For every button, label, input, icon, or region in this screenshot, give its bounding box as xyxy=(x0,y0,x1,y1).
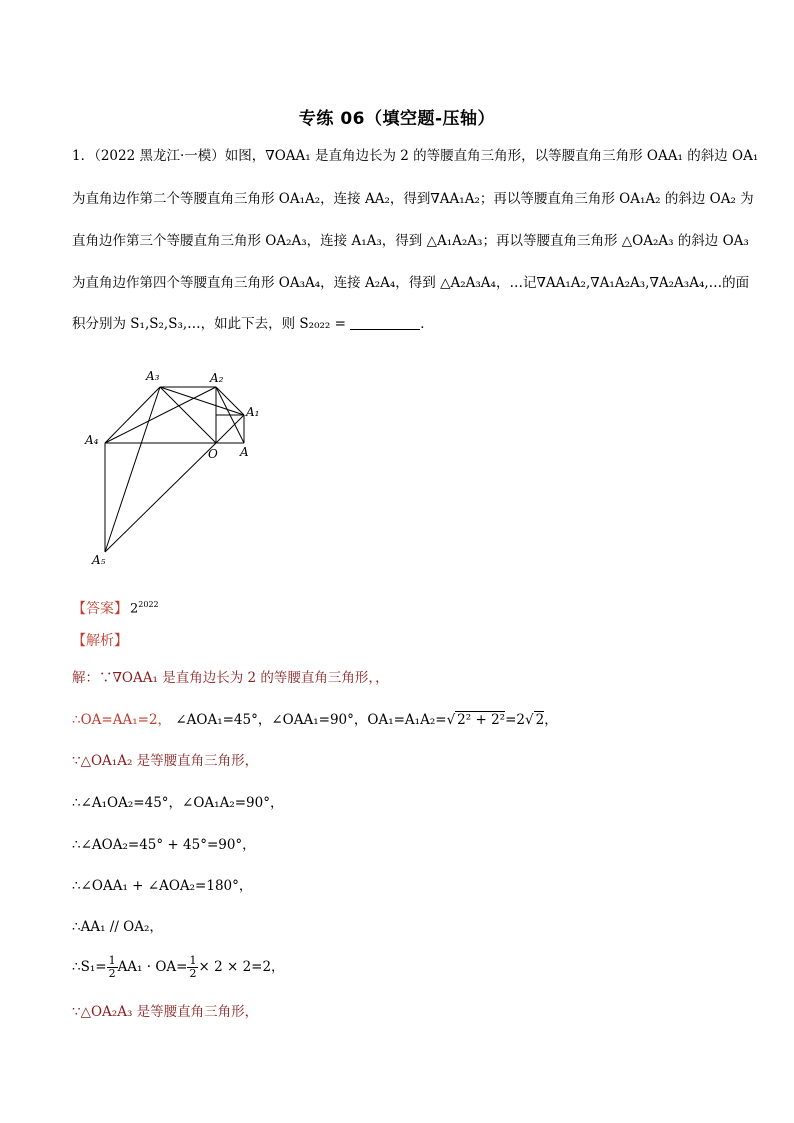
fraction-den-2: 2 xyxy=(189,967,197,980)
sqrt-symbol: √ xyxy=(446,712,456,728)
fraction-half-2 xyxy=(187,955,198,980)
problem-line-5 xyxy=(72,314,434,334)
answer-label: 【答案】 xyxy=(72,601,128,617)
label-a2: A₂ xyxy=(210,371,224,385)
label-a3: A₃ xyxy=(146,369,160,383)
analysis-step-2c: 2² + 2² xyxy=(457,712,506,728)
segment-o-a3 xyxy=(160,387,216,443)
segment-a2-a4 xyxy=(105,387,216,443)
answer-value xyxy=(130,600,159,616)
problem-line-3: 直角边作第三个等腰直角三角形 OA₂A₃，连接 A₁A₃，得到 △A₁A₂A₃；再以等腰直角三角形 △OA₂A₃ 的斜边 OA₃ xyxy=(72,233,749,249)
analysis-step-8 xyxy=(72,955,285,980)
answer-blank xyxy=(350,315,420,330)
label-o: O xyxy=(208,447,218,461)
problem-line-4: 为直角边作第四个等腰直角三角形 OA₃A₄，连接 A₂A₄，得到 △A₂A₃A₄，…记∇AA₁A₂,∇A₁A₂A₃,∇A₂A₃A₄,…的面 xyxy=(72,275,750,291)
analysis-step-9: ∵△OA₂A₃ 是等腰直角三角形， xyxy=(72,1004,259,1020)
problem-line-1: 1．（2022 黑龙江·一模）如图，∇OAA₁ 是直角边长为 2 的等腰直角三角形，以等腰直角三角形 OAA₁ 的斜边 OA₁ xyxy=(72,148,759,164)
analysis-step-2 xyxy=(72,710,558,730)
analysis-step-2b: ∠AOA₁=45°，∠OAA₁=90°，OA₁=A₁A₂= xyxy=(175,712,447,728)
analysis-step-8a: ∴S₁= xyxy=(72,959,107,975)
segment-a1-a3 xyxy=(160,387,244,415)
analysis-step-6: ∴∠OAA₁ + ∠AOA₂=180°， xyxy=(72,878,253,894)
analysis-step-1: 解：∵∇OAA₁ 是直角边长为 2 的等腰直角三角形，， xyxy=(72,670,389,686)
geometry-figure xyxy=(80,362,280,572)
fraction-half-1 xyxy=(107,955,118,980)
label-a: A xyxy=(240,445,249,459)
sqrt-symbol-2: √ xyxy=(524,712,534,728)
analysis-step-4: ∴∠A₁OA₂=45°，∠OA₁A₂=90°， xyxy=(72,795,284,811)
label-a4: A₄ xyxy=(85,433,99,447)
problem-line-5-end: ． xyxy=(420,316,434,332)
problem-line-5-text: 积分别为 S₁,S₂,S₃,…，如此下去，则 S₂₀₂₂ = xyxy=(72,316,346,332)
analysis-step-7: ∴AA₁ // OA₂， xyxy=(72,919,163,935)
fraction-num-1: 1 xyxy=(108,954,116,967)
fraction-den-1: 2 xyxy=(108,967,116,980)
label-a5: A₅ xyxy=(92,553,106,567)
analysis-step-8c: × 2 × 2=2， xyxy=(198,959,285,975)
analysis-step-2e: 2 xyxy=(535,712,545,728)
problem-line-2: 为直角边作第二个等腰直角三角形 OA₁A₂，连接 AA₂，得到∇AA₁A₂；再以等腰直角三角形 OA₁A₂ 的斜边 OA₂ 为 xyxy=(72,191,754,207)
segment-o-a5 xyxy=(105,443,216,552)
segment-a3-a5 xyxy=(105,387,160,552)
analysis-label: 【解析】 xyxy=(72,633,128,649)
analysis-step-8b: AA₁ · OA= xyxy=(117,959,188,975)
analysis-step-2d: =2 xyxy=(505,712,525,728)
label-a1: A₁ xyxy=(246,405,260,419)
segment-o-a1 xyxy=(216,415,244,443)
page-title: 专练 06（填空题-压轴） xyxy=(298,109,496,129)
answer-exponent: 2022 xyxy=(138,600,159,609)
analysis-step-5: ∴∠AOA₂=45° + 45°=90°， xyxy=(72,837,256,853)
analysis-step-2f: ， xyxy=(544,712,558,728)
segment-a3-a4 xyxy=(105,387,160,443)
fraction-num-2: 1 xyxy=(189,954,197,967)
analysis-step-3: ∵△OA₁A₂ 是等腰直角三角形， xyxy=(72,753,259,769)
analysis-step-2a: ∴OA=AA₁=2， xyxy=(72,712,172,728)
answer-base: 2 xyxy=(130,601,139,617)
